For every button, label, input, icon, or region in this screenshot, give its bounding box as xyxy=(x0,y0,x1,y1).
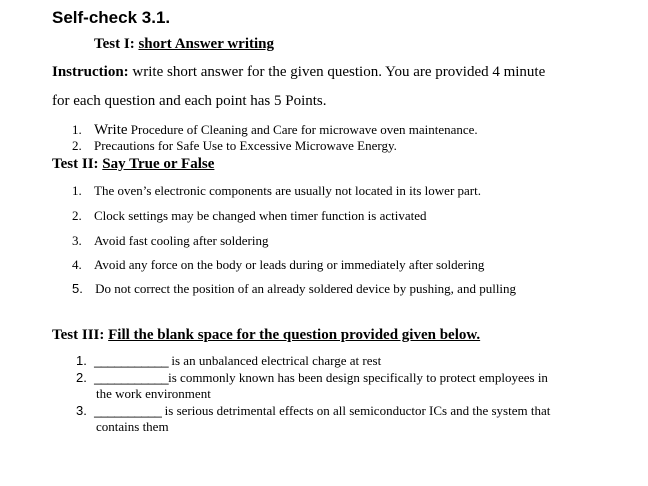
test3-item xyxy=(76,370,548,386)
item-text: The oven’s electronic components are usually not located in its lower part. xyxy=(94,183,481,198)
item-number: 5. xyxy=(72,281,83,296)
item-number: 2. xyxy=(72,138,82,153)
test3-item xyxy=(76,353,381,369)
test1-item xyxy=(72,122,478,139)
item-number: 3. xyxy=(72,233,82,248)
item-continuation: the work environment xyxy=(96,386,211,401)
item-text: is an unbalanced electrical charge at rest xyxy=(168,353,382,368)
test1-name: short Answer writing xyxy=(138,36,275,52)
item-lead: Write xyxy=(94,122,128,138)
item-number: 1. xyxy=(72,183,82,198)
test2-item xyxy=(72,233,269,249)
item-text: is serious detrimental effects on all semiconductor ICs and the system that xyxy=(161,403,551,418)
item-text: Procedure of Cleaning and Care for microwave oven maintenance. xyxy=(127,122,478,137)
item-number: 1. xyxy=(72,122,82,137)
test1-label: Test I: xyxy=(94,36,139,52)
item-text: is commonly known has been design specifically to protect employees in xyxy=(168,370,548,385)
test3-heading xyxy=(52,327,480,344)
test2-item xyxy=(72,281,516,297)
item-text: Clock settings may be changed when timer function is activated xyxy=(94,208,427,223)
test3-item xyxy=(76,403,550,419)
test2-label: Test II: xyxy=(52,156,103,172)
item-text: Avoid fast cooling after soldering xyxy=(94,233,269,248)
item-text: Precautions for Safe Use to Excessive Microwave Energy. xyxy=(94,138,397,153)
answer-blank: ___________ xyxy=(94,370,169,385)
item-number: 3. xyxy=(76,403,87,418)
item-number: 4. xyxy=(72,257,82,272)
test3-name: Fill the blank space for the question provided given below. xyxy=(108,327,481,343)
item-text: Avoid any force on the body or leads during or immediately after soldering xyxy=(94,257,485,272)
answer-blank: ___________ xyxy=(94,353,169,368)
test2-heading xyxy=(52,156,214,173)
answer-blank: __________ xyxy=(94,403,162,418)
test2-item xyxy=(72,183,481,199)
item-continuation: contains them xyxy=(96,419,169,434)
test1-heading xyxy=(94,36,274,53)
page-title: Self-check 3.1. xyxy=(52,8,171,27)
item-number: 1. xyxy=(76,353,87,368)
instruction-line-1 xyxy=(52,64,545,81)
item-number: 2. xyxy=(76,370,87,385)
test1-item xyxy=(72,138,397,154)
test2-name: Say True or False xyxy=(102,156,215,172)
instruction-line-2: for each question and each point has 5 Points. xyxy=(52,93,327,109)
test2-item xyxy=(72,257,484,273)
item-number: 2. xyxy=(72,208,82,223)
test2-item xyxy=(72,208,427,224)
instruction-label: Instruction: xyxy=(52,64,129,80)
item-text: Do not correct the position of an already soldered device by pushing, and pulling xyxy=(95,281,517,296)
instruction-text-1: write short answer for the given question. You are provided 4 minute xyxy=(128,64,546,80)
test3-label: Test III: xyxy=(52,327,109,343)
